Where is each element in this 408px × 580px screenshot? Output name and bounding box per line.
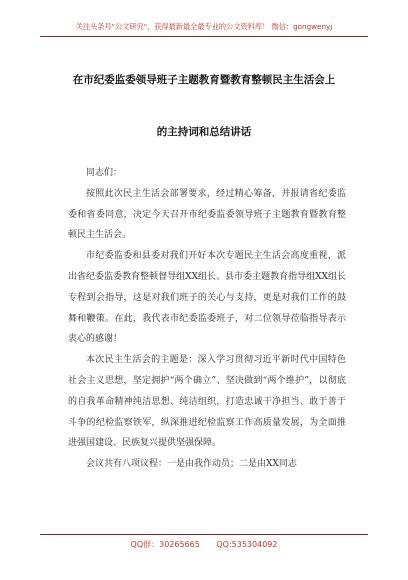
header-banner: 关注头条号"公文研究"，获得最新最全最专业的公文资料库！ 微信：gongwenyj [75, 22, 333, 31]
header-divider [40, 36, 368, 37]
paragraph-3: 本次民主生活会的主题是：深入学习贯彻习近平新时代中国特色社会主义思想，坚定拥护“两个确立”、坚决做到“两个维护”，以彻底的自我革命精神纯洁思想、纯洁组织，打造忠诚干净担当、敢于善于斗争的纪检监察铁军，纵深推进纪检监察工作高质量发展，为全面推进强国建设、民族复兴提供坚强保障。 [68, 355, 346, 449]
greeting: 同志们： [86, 168, 123, 178]
paragraph-4: 会议共有八项议程：一是由我作动员；二是由XX同志 [86, 459, 297, 470]
paragraph-1: 按照此次民主生活会部署要求，经过精心筹备，并报请省纪委监委和省委同意，决定今天召开市纪委监委领导班子主题教育暨教育整顿民主生活会。 [68, 188, 346, 241]
document-title-line1: 在市纪委监委领导班子主题教育暨教育整顿民主生活会上 [72, 74, 336, 86]
footer-qq-group: QQ群：30265665 [130, 540, 200, 549]
paragraph-2: 市纪委监委和县委对我们开好本次专题民主生活会高度重视，派出省纪委监委教育整顿督导组XX组长、县市委主题教育指导组XX组长专程到会指导，这是对我们班子的关心与支持，更是对我们工作的鼓舞和鞭策。在此，我代表市纪委监委班子，对二位领导莅临指导表示衷心的感谢！ [68, 251, 346, 345]
document-title-line2: 的主持词和总结讲话 [156, 126, 252, 138]
document-body [68, 163, 346, 475]
footer-divider [40, 534, 368, 535]
footer-qq-contact: QQ:535304092 [216, 540, 278, 549]
footer [40, 539, 368, 550]
